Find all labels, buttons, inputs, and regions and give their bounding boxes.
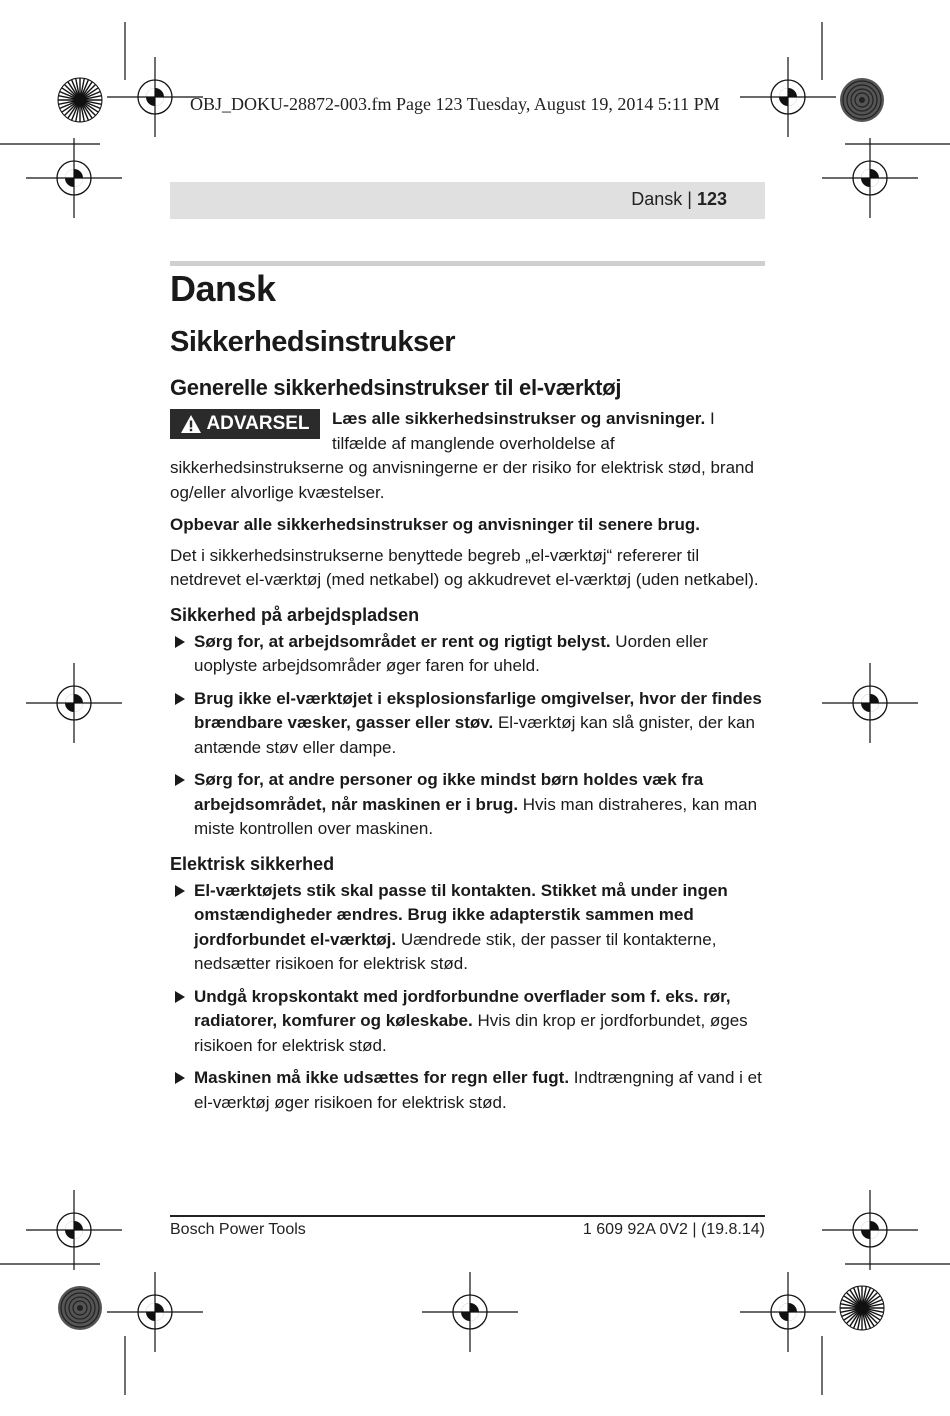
item-bold-text: El-værktøjets stik skal passe til kontakten. Stikket må under ingen omstændigheder ændres. Brug ikke adapterstik sammen med jordforbundet el-værktøj.	[194, 880, 728, 949]
page-title: Dansk	[170, 268, 276, 309]
list-item	[170, 1066, 765, 1115]
item-text: Hvis din krop er jordforbundet, øges risikoen for elektrisk stød.	[194, 1011, 748, 1055]
item-bold-text: Brug ikke el-værktøjet i eksplosionsfarlige omgivelser, hvor der findes brændbare væsker, gasser eller støv.	[194, 688, 762, 732]
triangle-bullet-icon	[175, 636, 185, 648]
triangle-bullet-icon	[175, 693, 185, 705]
item-bold-text: Sørg for, at andre personer og ikke mindst børn holdes væk fra arbejdsområdet, når maskinen er i brug.	[194, 770, 704, 814]
warning-badge-label: ADVARSEL	[206, 412, 310, 434]
section-title: Sikkerhedsinstrukser	[170, 326, 455, 358]
item-text: Indtrængning af vand i et el-værktøj øger risikoen for elektrisk stød.	[194, 1068, 762, 1112]
subsection-title: Generelle sikkerhedsinstrukser til el-værktøj	[170, 375, 622, 400]
warning-bold-text: Læs alle sikkerhedsinstrukser og anvisninger.	[332, 409, 706, 428]
item-text: El-værktøj kan slå gnister, der kan antænde støv eller dampe.	[194, 713, 755, 757]
warning-badge	[170, 409, 320, 439]
workplace-heading: Sikkerhed på arbejdspladsen	[170, 604, 420, 625]
page-number: 123	[696, 189, 727, 209]
electrical-heading: Elektrisk sikkerhed	[170, 853, 335, 874]
triangle-bullet-icon	[175, 1072, 185, 1084]
item-bold-text: Sørg for, at arbejdsområdet er rent og rigtigt belyst.	[194, 631, 611, 651]
list-item	[170, 768, 765, 842]
triangle-bullet-icon	[175, 774, 185, 786]
triangle-bullet-icon	[175, 991, 185, 1003]
keep-instructions: Opbevar alle sikkerhedsinstrukser og anvisninger til senere brug.	[170, 515, 701, 534]
list-item	[170, 879, 765, 977]
page-header	[170, 182, 765, 219]
item-bold-text: Maskinen må ikke udsættes for regn eller fugt.	[194, 1068, 570, 1087]
list-item	[170, 687, 765, 761]
list-item	[170, 630, 765, 679]
item-text: Uorden eller uoplyste arbejdsområder øger faren for uheld.	[194, 631, 708, 675]
main-content	[170, 266, 765, 1123]
footer-doc-number: 1 609 92A 0V2 | (19.8.14)	[582, 1221, 765, 1238]
file-slug-line: OBJ_DOKU-28872-003.fm Page 123 Tuesday, August 19, 2014 5:11 PM	[190, 94, 720, 114]
header-language: Dansk	[631, 189, 683, 209]
header-text	[631, 189, 727, 210]
page-footer	[170, 1215, 765, 1239]
electrical-list	[170, 879, 765, 1116]
footer-brand: Bosch Power Tools	[170, 1221, 306, 1238]
warning-paragraph	[170, 407, 765, 505]
item-bold-text: Undgå kropskontakt med jordforbundne overflader som f. eks. rør, radiatorer, komfurer og køleskabe.	[194, 986, 731, 1030]
warning-text: I tilfælde af manglende overholdelse af sikkerhedsinstrukserne og anvisningerne er der risiko for elektrisk stød, brand og/eller alvorlige kvæstelser.	[170, 409, 754, 502]
definition-paragraph: Det i sikkerhedsinstrukserne benyttede begreb „el-værktøj“ refererer til netdrevet el-værktøj (med netkabel) og akkudrevet el-værktøj (uden netkabel).	[170, 545, 759, 589]
list-item	[170, 985, 765, 1059]
item-text: Uændrede stik, der passer til kontakterne, nedsætter risikoen for elektrisk stød.	[194, 929, 717, 973]
workplace-list	[170, 630, 765, 842]
item-text: Hvis man distraheres, kan man miste kontrollen over maskinen.	[194, 794, 758, 838]
header-separator: |	[682, 189, 697, 209]
triangle-bullet-icon	[175, 885, 185, 897]
warning-triangle-icon	[180, 414, 202, 434]
